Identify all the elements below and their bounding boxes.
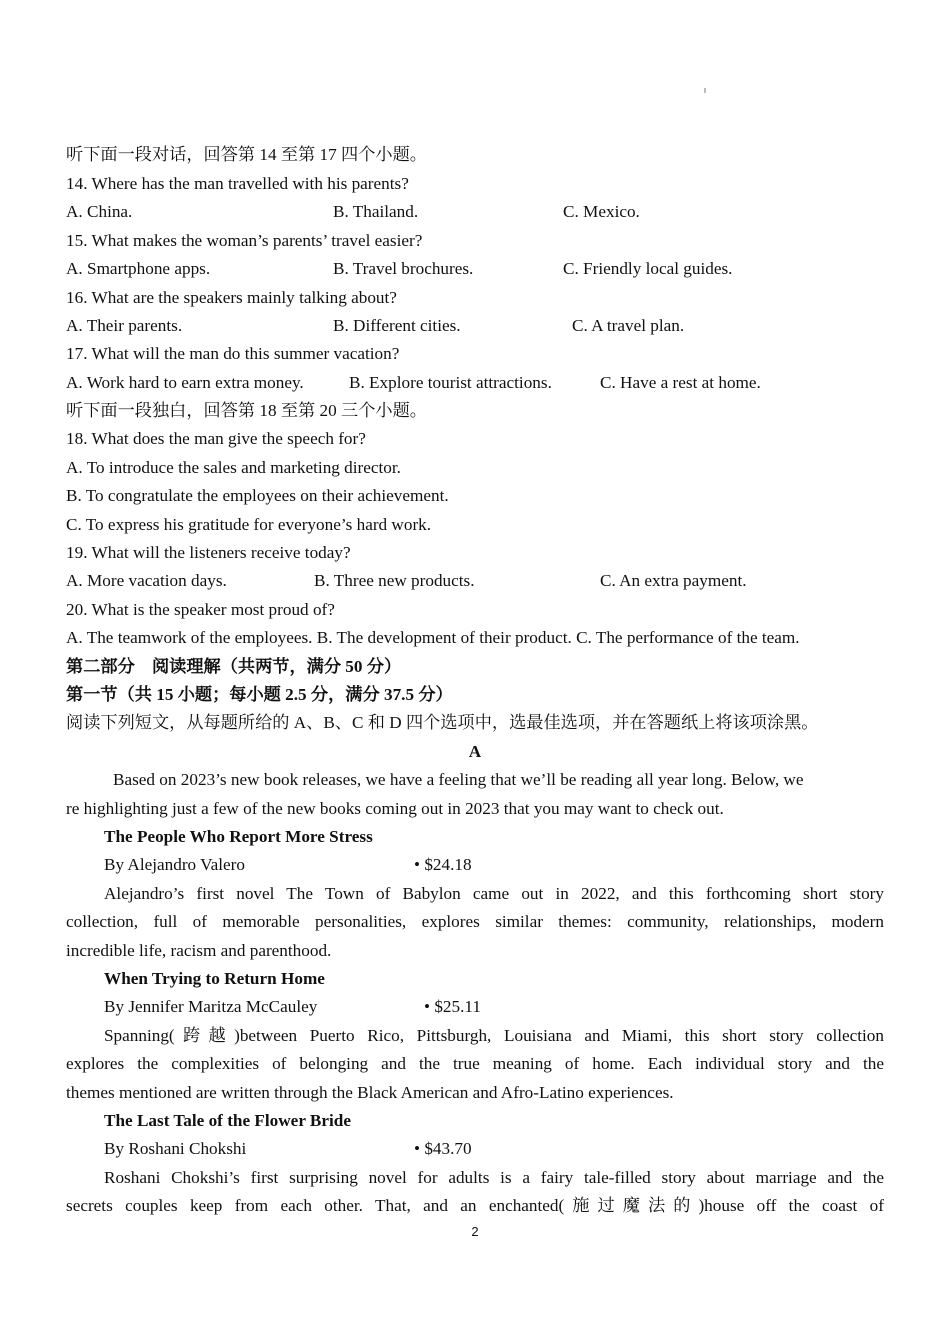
book-desc-line: explores the complexities of belonging and the true meaning of home. Each individual story and the	[66, 1054, 884, 1073]
question-17: 17. What will the man do this summer vacation?	[66, 344, 400, 363]
book-author	[104, 851, 884, 879]
option-a: A. Their parents.	[66, 316, 183, 335]
book-desc-line: Alejandro’s first novel The Town of Babylon came out in 2022, and this forthcoming short story	[104, 884, 884, 903]
reading-instruction: 阅读下列短文，从每题所给的 A、B、C 和 D 四个选项中，选最佳选项，并在答题纸上将该项涂黑。	[66, 713, 819, 732]
question-16: 16. What are the speakers mainly talking about?	[66, 288, 397, 307]
book-author	[104, 993, 884, 1021]
book-price: • $25.11	[424, 997, 481, 1016]
question-19: 19. What will the listeners receive today?	[66, 543, 351, 562]
question-18-option-a: A. To introduce the sales and marketing director.	[66, 458, 401, 477]
section-one-heading: 第一节（共 15 小题；每小题 2.5 分，满分 37.5 分）	[66, 685, 453, 704]
question-18: 18. What does the man give the speech for?	[66, 429, 366, 448]
question-20: 20. What is the speaker most proud of?	[66, 600, 335, 619]
option-a: A. Smartphone apps.	[66, 259, 211, 278]
book-title: The People Who Report More Stress	[104, 827, 373, 846]
option-b: B. Three new products.	[314, 571, 475, 590]
question-14: 14. Where has the man travelled with his parents?	[66, 174, 409, 193]
intro-line-2: re highlighting just a few of the new books coming out in 2023 that you may want to check out.	[66, 799, 724, 818]
book-desc-line: Spanning(跨越)between Puerto Rico, Pittsburgh, Louisiana and Miami, this short story collection	[104, 1026, 884, 1045]
option-b: B. Thailand.	[333, 202, 419, 221]
book-price: • $24.18	[414, 855, 472, 874]
book-title: The Last Tale of the Flower Bride	[104, 1111, 351, 1130]
book-title: When Trying to Return Home	[104, 969, 325, 988]
option-b: B. Explore tourist attractions.	[349, 373, 552, 392]
author-name: By Jennifer Maritza McCauley	[104, 997, 318, 1016]
part-two-heading: 第二部分 阅读理解（共两节，满分 50 分）	[66, 657, 402, 676]
scan-mark	[704, 88, 706, 93]
author-name: By Roshani Chokshi	[104, 1139, 247, 1158]
question-15: 15. What makes the woman’s parents’ travel easier?	[66, 231, 423, 250]
book-desc-line: themes mentioned are written through the Black American and Afro-Latino experiences.	[66, 1083, 674, 1102]
option-c: C. A travel plan.	[572, 316, 685, 335]
author-name: By Alejandro Valero	[104, 855, 245, 874]
book-desc-line: collection, full of memorable personalities, explores similar themes: community, relationships, modern	[66, 912, 884, 931]
option-c: C. Have a rest at home.	[600, 373, 761, 392]
intro-line-1: Based on 2023’s new book releases, we have a feeling that we’ll be reading all year long. Below, we	[113, 770, 804, 789]
question-18-option-c: C. To express his gratitude for everyone’s hard work.	[66, 515, 432, 534]
book-desc-line: secrets couples keep from each other. That, and an enchanted(施过魔法的)house off the coast of	[66, 1196, 884, 1215]
listening-instruction-2: 听下面一段独白，回答第 18 至第 20 三个小题。	[66, 401, 427, 420]
option-b: B. Travel brochures.	[333, 259, 474, 278]
option-a: A. More vacation days.	[66, 571, 227, 590]
option-b: B. Different cities.	[333, 316, 461, 335]
option-a: A. China.	[66, 202, 133, 221]
option-c: C. Friendly local guides.	[563, 259, 733, 278]
book-desc-line: incredible life, racism and parenthood.	[66, 941, 332, 960]
option-c: C. Mexico.	[563, 202, 640, 221]
question-18-option-b: B. To congratulate the employees on their achievement.	[66, 486, 449, 505]
book-author	[104, 1135, 884, 1163]
book-price: • $43.70	[414, 1139, 472, 1158]
page-number: 2	[471, 1224, 479, 1239]
listening-instruction-1: 听下面一段对话，回答第 14 至第 17 四个小题。	[66, 145, 427, 164]
question-20-options: A. The teamwork of the employees. B. The development of their product. C. The performance of the team.	[66, 628, 800, 647]
option-c: C. An extra payment.	[600, 571, 747, 590]
option-a: A. Work hard to earn extra money.	[66, 373, 304, 392]
book-desc-line: Roshani Chokshi’s first surprising novel for adults is a fairy tale-filled story about marriage and the	[104, 1168, 884, 1187]
passage-label: A	[468, 742, 482, 761]
